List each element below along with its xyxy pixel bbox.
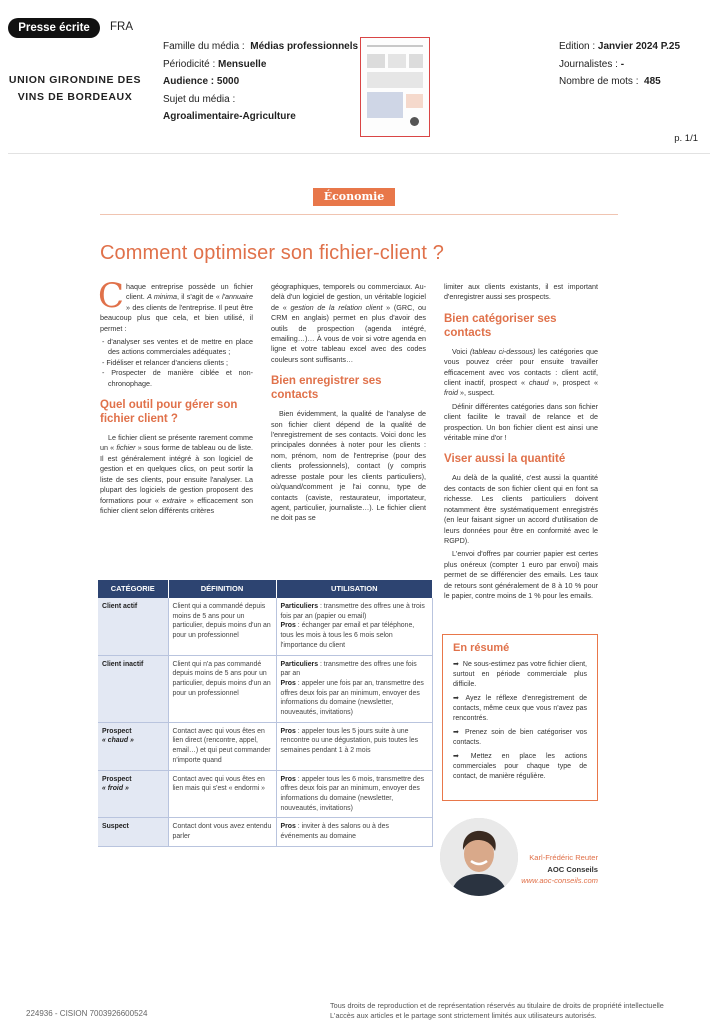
thumb-block [367,54,385,68]
paragraph: Voici (tableau ci-dessous) les catégories que vous pouvez créer pour ensuite travailler efficacement avec vos contacts : client actif, client inactif, prospect « chaud », prospect « froid », suspect. [444,346,598,398]
thumb-block [388,54,406,68]
arrow-icon: ➡ [453,661,459,668]
word-count: Nombre de mots : 485 [559,76,661,87]
page-thumbnail[interactable] [360,37,430,137]
summary-item: ➡ Ayez le réflexe d'enregistrement de contacts, même ceux que vous n'avez pas rencontrés. [453,695,587,722]
summary-title: En résumé [453,642,510,654]
language-code: FRA [110,21,133,33]
usage-cell: Pros : inviter à des salons ou à des événements au domaine [276,818,433,846]
usage-cell: Particuliers : transmettre des offres une fois par an Pros : appeler une fois par an, transmettre des offres deux fois par an minimum, envoyer des informations du domaine (newsletter, nouveautés, invitations) [276,655,433,722]
section-rubric: Économie [313,188,395,206]
summary-item: ➡ Mettez en place les actions commerciales pour chaque type de contact, de manière régulière. [453,753,588,780]
paragraph: Le fichier client se présente rarement comme un « fichier » sous forme de tableau ou de liste. Il est généralement intégré à son logiciel de gestion et en quelques clics, on peut sortir la liste de ses clients, pour ensuite l'analyser. La plupart des logiciels de gestion proposent des formations pour « extraire » efficacement son fichier client selon différents critères [100,433,253,515]
paragraph: géographiques, temporels ou commerciaux. Au-delà d'un logiciel de gestion, un véritable logiciel de « gestion de la relation client » (GRC, ou CRM en anglais) permet en plus d'avoir des outils de prospection (agenda intégré, emailing…)… À vous de voir si votre agenda en ligne et votre tableau excel avec des codes couleurs sont suffisants… [271,282,426,364]
column-header: UTILISATION [276,580,433,598]
author-company: AOC Conseils [547,864,598,874]
subheading-quantity: Viser aussi la quantité [444,453,566,466]
definition-cell: Contact dont vous avez entendu parler [168,818,276,846]
organization-line-1: UNION GIRONDINE DES [8,74,142,86]
usage-cell: Pros : appeler tous les 6 mois, transmettre des offres deux fois par an minimum, envoyer des informations du domaine (newsletter, nouveautés, invitations) [276,770,433,818]
category-cell: Client actif [98,598,168,655]
author-credit [512,852,598,887]
thumb-portrait [410,117,419,126]
definition-cell: Client qui n'a pas commandé depuis moins de 5 ans pour un particulier, depuis moins d'un an pour un professionnel [168,655,276,722]
summary-item: ➡ Ne sous-estimez pas votre fichier client, surtout en période commerciale plus difficile. [453,661,587,688]
subheading-contacts: Bien enregistrer ses contacts [271,375,382,402]
category-cell: Prospect « chaud » [98,722,168,770]
media-subject-value: Agroalimentaire-Agriculture [163,111,296,122]
author-portrait-illustration [440,818,518,896]
category-cell: Client inactif [98,655,168,722]
paragraph: Bien évidemment, la qualité de l'analyse de son fichier client dépend de la qualité de l'enregistrement de ses contacts. Voici donc les principales données à noter pour les clients : nom, prénom, nom de l'entreprise (pour des clients professionnels), contact (y compris adresse postale pour les clients particuliers), où/quand/comment je l'ai connu, type de contacts (caviste, restaurateur, importateur, agent, particulier, journaliste…). Le fichier client ne doit pas se [271,409,426,523]
article-column-2 [271,282,426,527]
document-id: 224936 - CISION 7003926600524 [26,1009,148,1018]
list-item: - Fidéliser et relancer d'anciens clients ; [100,358,253,368]
thumb-block [409,54,423,68]
summary-box [442,634,598,801]
media-metadata [163,38,358,126]
list-item: - d'analyser ses ventes et de mettre en place des actions commerciales adéquates ; [100,337,253,358]
media-audience: Audience : 5000 [163,76,240,87]
header-divider [8,153,710,154]
subheading-categorize: Bien catégoriser ses contacts [444,312,557,339]
arrow-icon: ➡ [453,753,459,760]
edition-metadata [559,38,680,91]
paragraph: Définir différentes catégories dans son fichier client facilite le travail de relance et de prospection. Un bon fichier client est ainsi une véritable mine d'or ! [444,401,598,443]
benefits-list [100,337,253,389]
media-type-badge: Presse écrite [8,18,100,38]
table-row [98,655,433,722]
column-header: DÉFINITION [168,580,276,598]
media-periodicity: Périodicité : Mensuelle [163,58,267,70]
definition-cell: Contact avec qui vous êtes en lien direct (rencontre, appel, email…) et qui peut commander n'importe quand [168,722,276,770]
category-cell: Prospect « froid » [98,770,168,818]
summary-item: ➡ Prenez soin de bien catégoriser vos contacts. [453,729,587,746]
media-subject-label: Sujet du média : [163,93,236,105]
category-cell: Suspect [98,818,168,846]
paragraph: L'envoi d'offres par courrier papier est certes plus onéreux (compter 1 euro par envoi) mais permet de se différencier des emails. Les taux de retours sont généralement de 8 à 10 % pour le papier, contre moins de 1 % pour les emails. [444,549,598,600]
definition-cell: Contact avec qui vous êtes en lien mais qui s'est « endormi » [168,770,276,818]
thumb-box [406,94,423,108]
media-family: Famille du média : Médias professionnels [163,41,359,52]
paragraph: Au delà de la qualité, c'est aussi la quantité des contacts de son fichier client qui en font sa richesse. Les clients particuliers doivent notamment être systématiquement enregistrés (en leur faisant signer un accord d'utilisation de leurs données pour être en conformité avec le RGPD). [444,473,598,545]
drop-cap: C [98,276,125,316]
page-number: p. 1/1 [674,133,698,144]
arrow-icon: ➡ [453,695,459,702]
article-title: Comment optimiser son fichier-client ? [100,242,444,264]
table-row [98,722,433,770]
arrow-icon: ➡ [453,729,459,736]
article-column-1 [98,276,253,519]
definition-cell: Client qui a commandé depuis moins de 5 ans pour un particulier, depuis moins d'un an pour un professionnel [168,598,276,655]
table-row [98,818,433,846]
usage-cell: Pros : appeler tous les 5 jours suite à une rencontre ou une dégustation, puis toutes les semaines pendant 1 à 2 mois [276,722,433,770]
paragraph: limiter aux clients existants, il est important d'enregistrer aussi ses prospects. [444,282,598,302]
table-row [98,598,433,655]
categories-table [98,580,433,847]
rights-notice: Tous droits de reproduction et de représentation réservés au titulaire de droits de propriété intellectuelle L'accès aux articles et le partage sont strictement limités aux utilisateurs autorisés. [330,1001,664,1020]
thumb-table [367,92,403,118]
organization-line-2: VINS DE BORDEAUX [17,91,133,103]
edition: Edition : Janvier 2024 P.25 [559,41,681,52]
author-name: Karl-Frédéric Reuter [529,853,598,862]
list-item: - Prospecter de manière ciblée et non-chronophage. [100,368,253,389]
column-header: CATÉGORIE [98,580,168,598]
article-column-3 [444,282,598,604]
journalists: Journalistes : - [559,58,625,70]
intro-paragraph: Chaque entreprise possède un fichier client. A minima, il s'agit de « l'annuaire » des clients de l'entreprise. Il peut être beaucoup plus que cela, et bien utilisé, il permet : [98,276,253,333]
rubric-divider [100,214,618,215]
usage-cell: Particuliers : transmettre des offres une à trois fois par an (papier ou email) Pros : échanger par email et par téléphone, tous les mois à tous les 6 mois selon l'importance du client [276,598,433,655]
table-row [98,770,433,818]
author-photo [440,818,518,896]
subheading-tool: Quel outil pour gérer son fichier client ? [100,399,238,426]
thumb-block [367,72,423,88]
table-header-row [98,580,433,598]
author-website[interactable]: www.aoc-conseils.com [521,876,598,885]
thumb-line [367,45,423,47]
organization-name [0,72,150,106]
